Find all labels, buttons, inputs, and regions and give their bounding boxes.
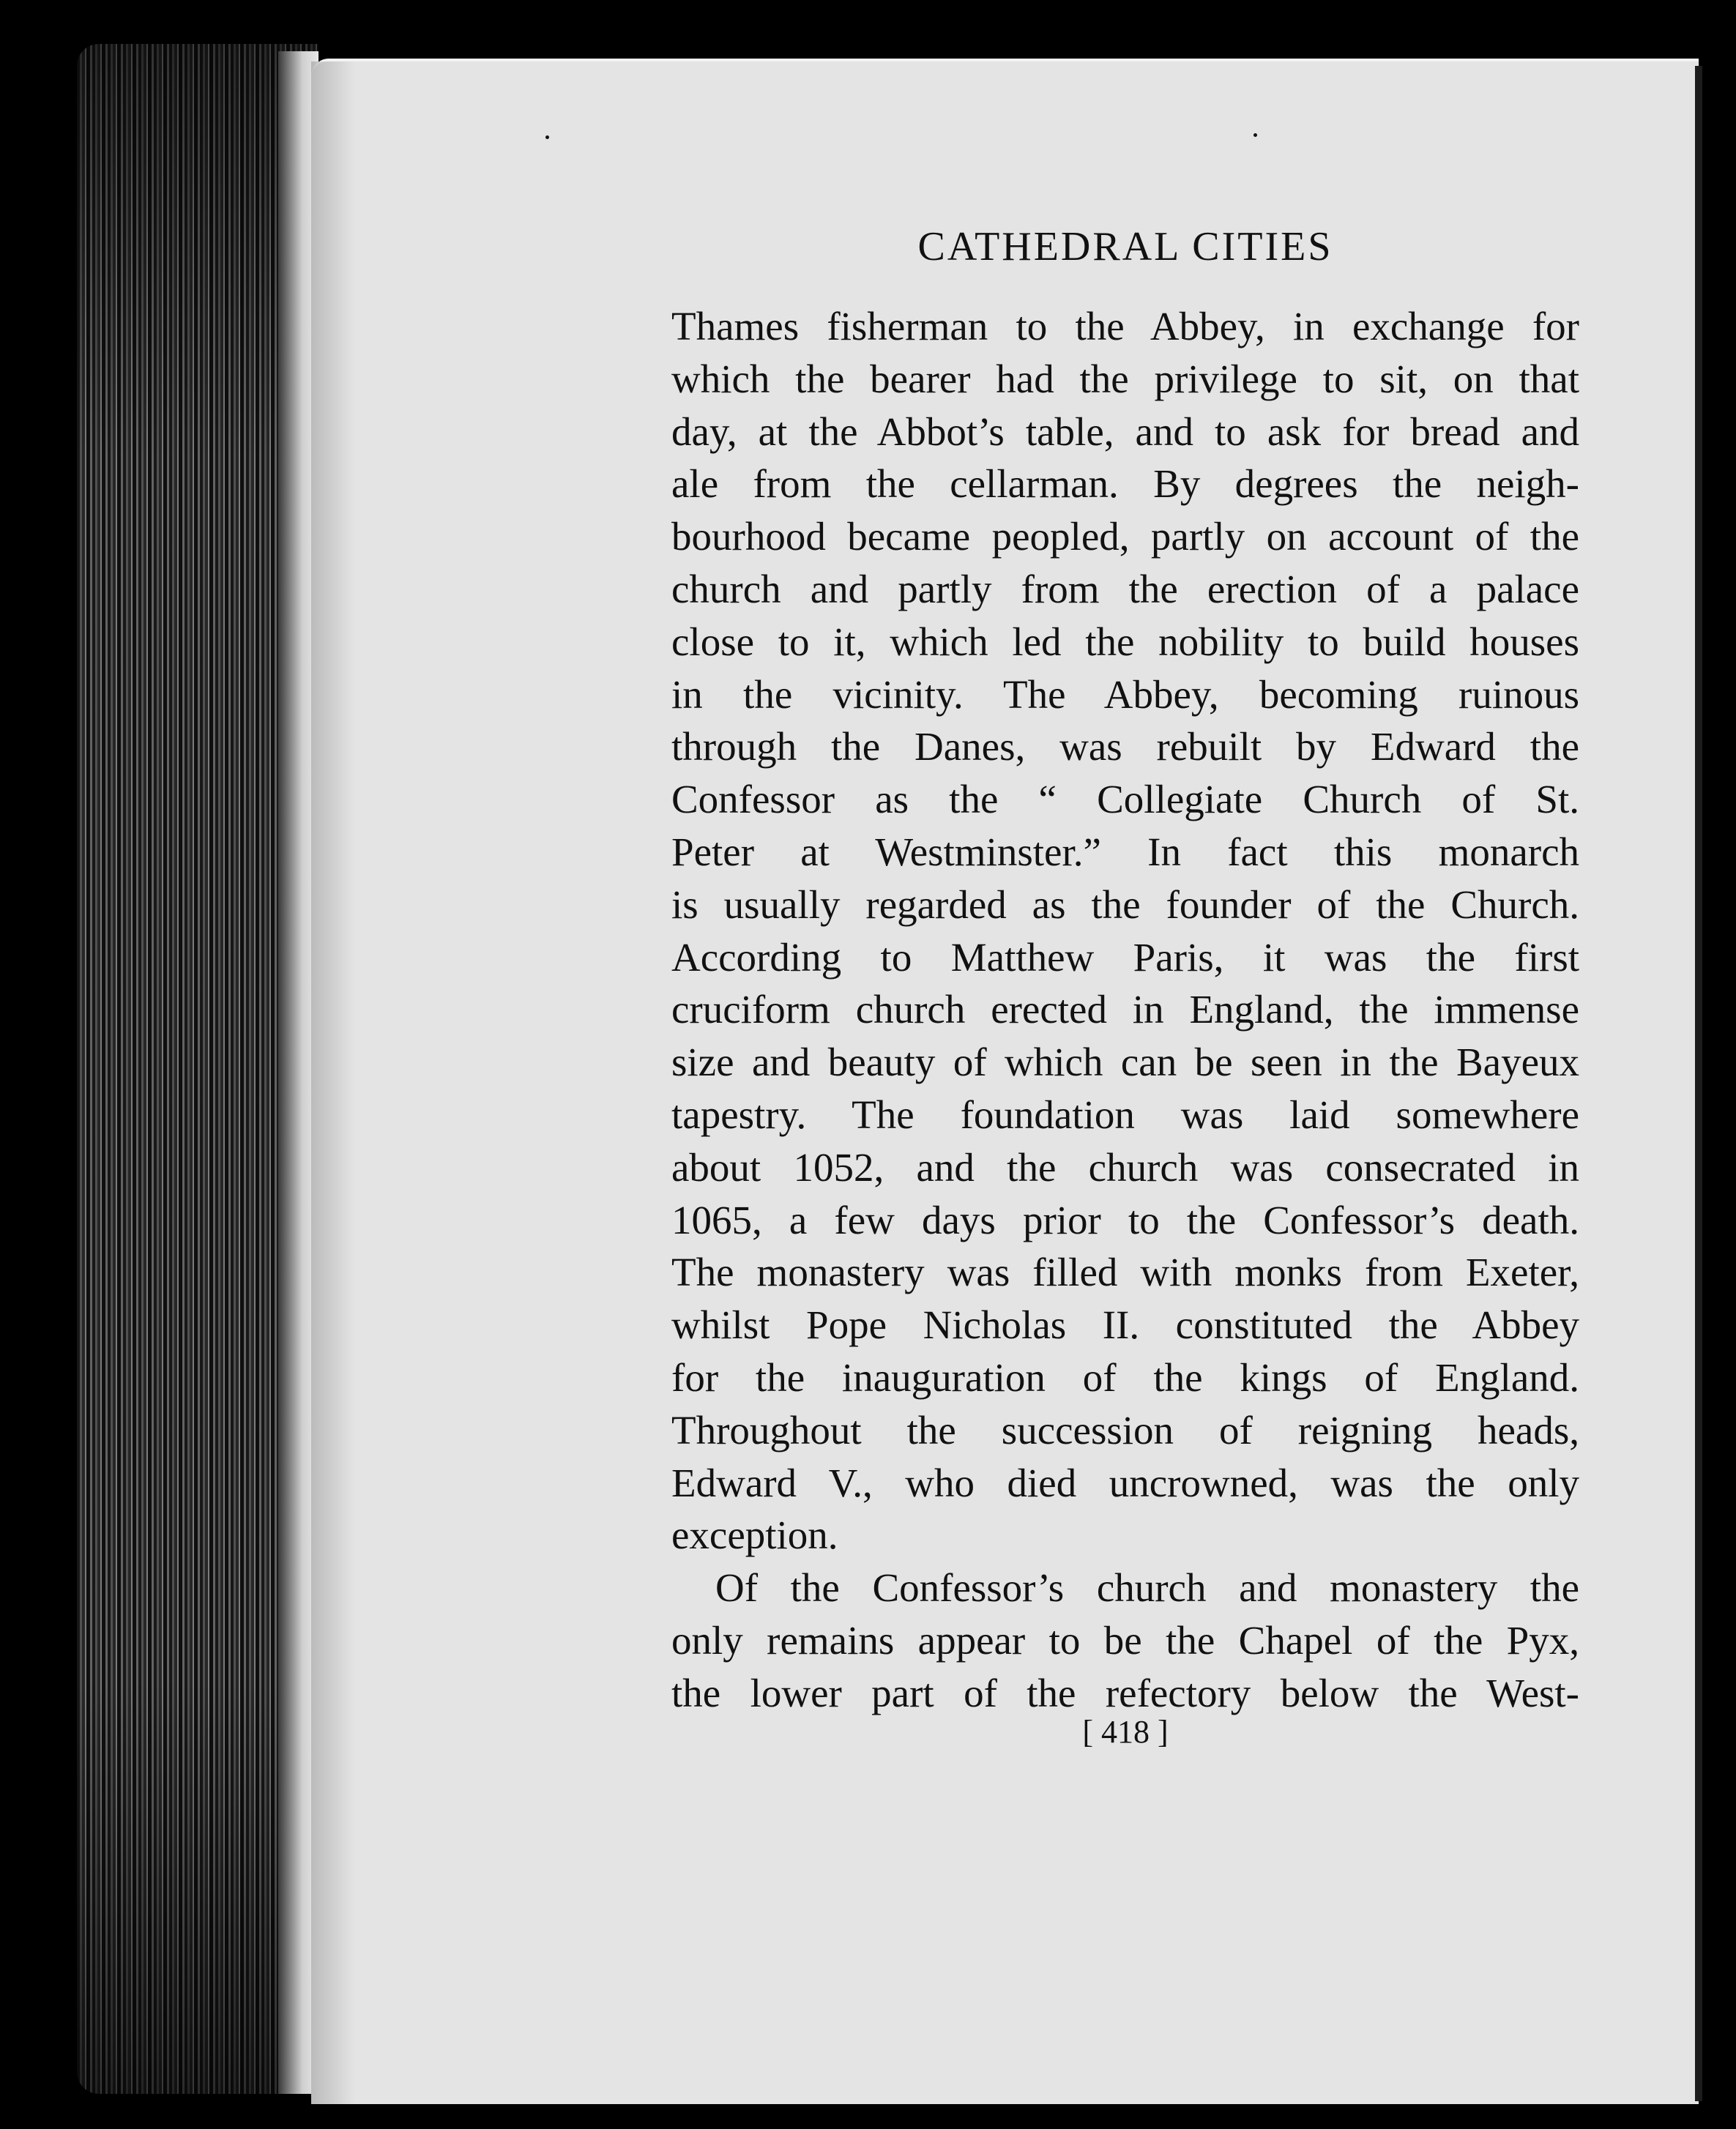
text-line: whilst Pope Nicholas II. constituted the Abbey: [671, 1302, 1579, 1348]
text-line: which the bearer had the privilege to sit, on that: [671, 356, 1579, 401]
text-line: size and beauty of which can be seen in the Bayeux: [671, 1040, 1579, 1085]
text-line: is usually regarded as the founder of the Church.: [671, 881, 1579, 927]
text-line: the lower part of the refectory below the West-: [671, 1670, 1579, 1715]
text-line: Throughout the succession of reigning heads,: [671, 1407, 1579, 1453]
paragraph-start-line: Of the Confessor’s church and monastery the: [715, 1565, 1579, 1611]
paragraph-end-line: exception.: [671, 1513, 838, 1558]
page-number: [ 418 ]: [1082, 1714, 1169, 1750]
text-line: day, at the Abbot’s table, and to ask for bread and: [671, 409, 1579, 454]
dust-speck: [1253, 133, 1257, 137]
text-line: for the inauguration of the kings of England.: [671, 1354, 1579, 1400]
text-line: Thames fisherman to the Abbey, in exchange for: [671, 304, 1579, 348]
text-line: Edward V., who died uncrowned, was the only: [671, 1460, 1579, 1505]
text-line: According to Matthew Paris, it was the first: [671, 934, 1579, 980]
text-line: cruciform church erected in England, the immense: [671, 987, 1579, 1032]
text-line: ale from the cellarman. By degrees the neigh-: [671, 461, 1579, 507]
body-text: [671, 300, 1579, 1720]
page-right-border: [1695, 66, 1702, 2101]
text-line: Confessor as the “ Collegiate Church of St.: [671, 777, 1579, 822]
text-line: church and partly from the erection of a palace: [671, 566, 1579, 611]
text-line: Peter at Westminster.” In fact this monarch: [671, 829, 1579, 874]
text-line: The monastery was filled with monks from Exeter,: [671, 1250, 1579, 1295]
text-line: 1065, a few days prior to the Confessor’s death.: [671, 1197, 1579, 1242]
text-line: bourhood became peopled, partly on account of the: [671, 514, 1579, 559]
text-line: about 1052, and the church was consecrated in: [671, 1144, 1579, 1190]
text-line: only remains appear to be the Chapel of the Pyx,: [671, 1617, 1579, 1663]
text-line: through the Danes, was rebuilt by Edward the: [671, 724, 1579, 769]
text-line: close to it, which led the nobility to build houses: [671, 619, 1579, 664]
text-line: in the vicinity. The Abbey, becoming ruinous: [671, 671, 1579, 717]
running-head: CATHEDRAL CITIES: [917, 224, 1333, 269]
text-line: tapestry. The foundation was laid somewhere: [671, 1092, 1579, 1137]
dust-speck: [545, 135, 549, 139]
